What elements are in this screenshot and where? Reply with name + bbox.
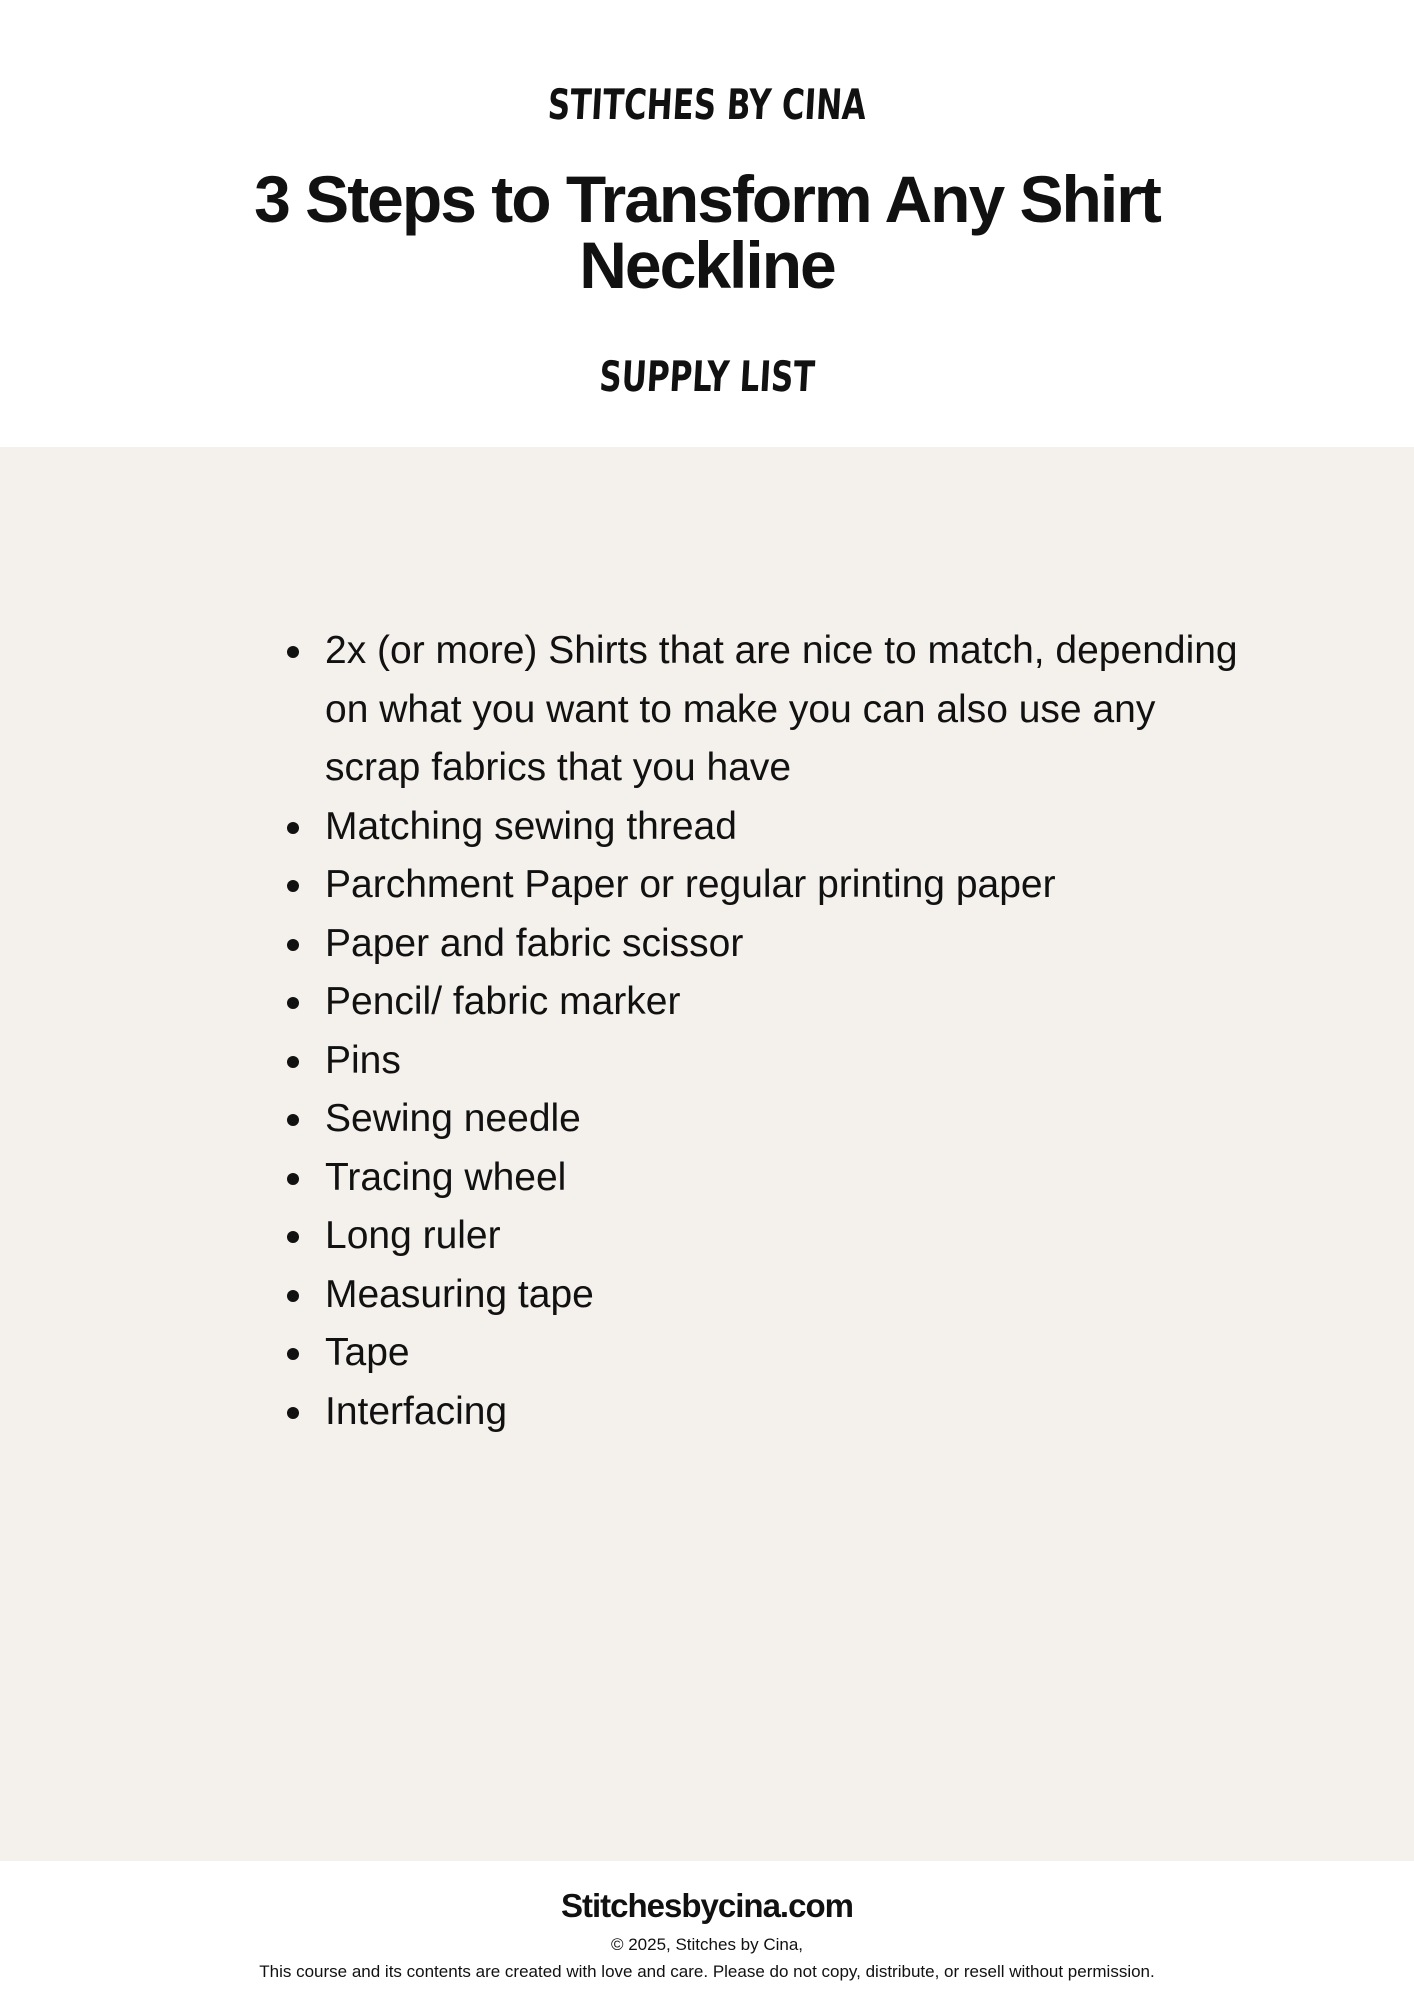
- page-title: [0, 162, 1414, 302]
- list-item-text: Long ruler: [325, 1214, 501, 1257]
- disclaimer-text: This course and its contents are created with love and care. Please do not copy, distribute, or resell without permission.: [259, 1962, 1155, 1981]
- section-title: SUPPLY LIST: [597, 352, 816, 401]
- supply-list-panel: [0, 447, 1414, 1861]
- list-item: [283, 1149, 1243, 1208]
- list-item: [283, 1090, 1243, 1149]
- brand-name: STITCHES BY CINA: [546, 80, 868, 129]
- bullet-icon: [287, 1407, 299, 1419]
- bullet-icon: [287, 880, 299, 892]
- list-item-text: Tape: [325, 1331, 410, 1374]
- bullet-icon: [287, 1173, 299, 1185]
- bullet-icon: [287, 1290, 299, 1302]
- list-item: [283, 798, 1243, 857]
- list-item: [283, 856, 1243, 915]
- list-item-text: Paper and fabric scissor: [325, 921, 744, 965]
- bullet-icon: [287, 1348, 299, 1360]
- page-header: [0, 0, 1414, 447]
- list-item: [283, 1383, 1243, 1442]
- list-item-text: Measuring tape: [325, 1272, 594, 1316]
- list-item-text: Matching sewing thread: [325, 804, 737, 848]
- copyright-text: © 2025, Stitches by Cina,: [610, 1935, 804, 1954]
- bullet-icon: [287, 1231, 299, 1243]
- list-item: [283, 1324, 1243, 1383]
- list-item: [283, 1207, 1243, 1266]
- list-item: [283, 1266, 1243, 1325]
- bullet-icon: [287, 1114, 299, 1126]
- list-item-text: Pencil/ fabric marker: [325, 980, 681, 1023]
- bullet-icon: [287, 822, 299, 834]
- bullet-icon: [287, 646, 299, 658]
- list-item: [283, 915, 1243, 974]
- list-item-text: Tracing wheel: [325, 1155, 567, 1199]
- supply-list: [283, 622, 1243, 1441]
- list-item-text: Parchment Paper or regular printing paper: [325, 863, 1056, 906]
- list-item-text: Sewing needle: [325, 1097, 581, 1140]
- bullet-icon: [287, 1056, 299, 1068]
- bullet-icon: [287, 997, 299, 1009]
- list-item: [283, 1032, 1243, 1091]
- website-link[interactable]: Stitchesbycina.com: [561, 1887, 853, 1924]
- page-title-line-1: 3 Steps to Transform Any Shirt: [254, 162, 1160, 236]
- page-title-line-2: Neckline: [579, 228, 835, 302]
- bullet-icon: [287, 939, 299, 951]
- list-item: [283, 622, 1243, 798]
- list-item-text: Interfacing: [325, 1389, 508, 1433]
- list-item-text: 2x (or more) Shirts that are nice to match, depending on what you want to make you can also use any scrap fabrics that you have: [325, 629, 1238, 789]
- list-item: [283, 973, 1243, 1032]
- page-footer: [0, 1861, 1414, 2000]
- list-item-text: Pins: [325, 1038, 401, 1082]
